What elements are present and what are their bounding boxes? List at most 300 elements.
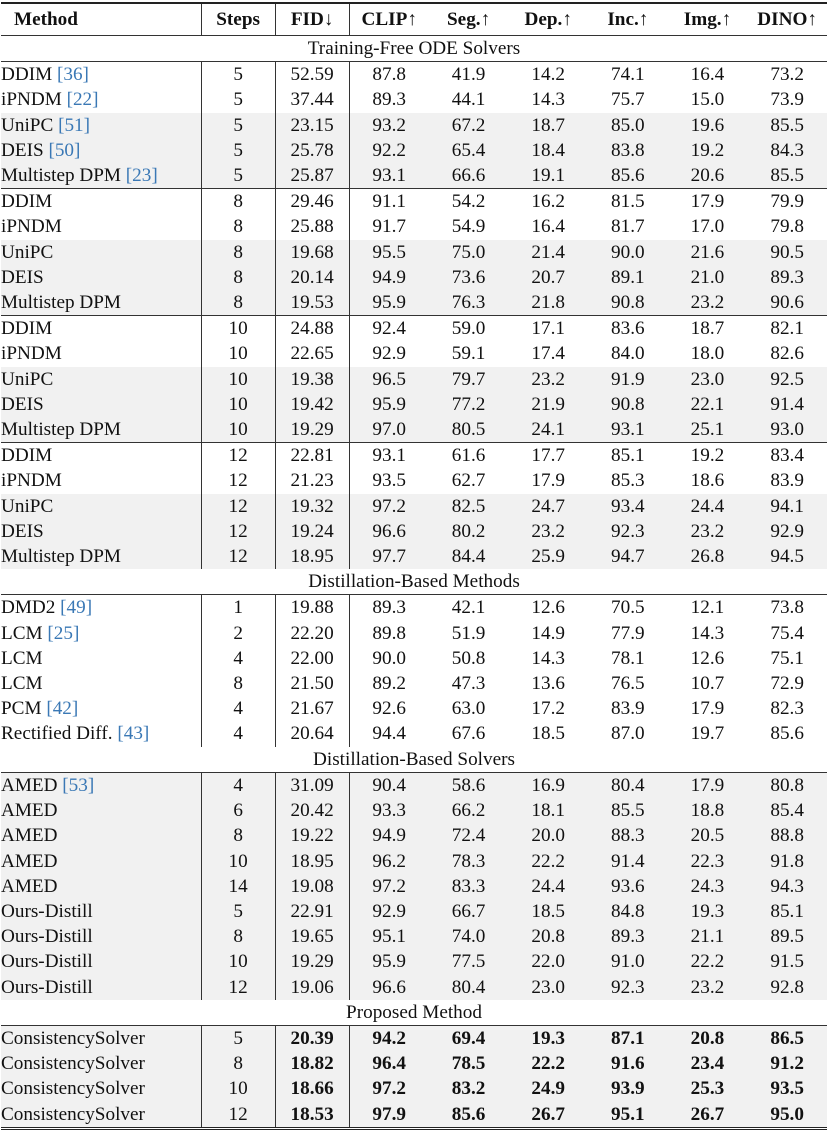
cell-img: 20.8: [668, 1025, 748, 1051]
cell-dino: 85.5: [747, 163, 827, 189]
cell-dep: 24.9: [508, 1076, 588, 1101]
cell-dep: 22.2: [508, 1051, 588, 1076]
table-row: [1, 975, 827, 1000]
cell-fid: 19.68: [275, 240, 349, 265]
cell-method: [1, 544, 201, 569]
cell-clip: 97.2: [349, 1076, 429, 1101]
method-name: PCM: [1, 698, 42, 720]
table-row: [1, 113, 827, 138]
table-row: [1, 189, 827, 215]
cell-seg: 78.5: [429, 1051, 509, 1076]
cell-steps: 8: [201, 214, 275, 239]
cell-fid: 22.20: [275, 621, 349, 646]
cell-seg: 84.4: [429, 544, 509, 569]
cell-inc: 85.5: [588, 798, 668, 823]
method-name: AMED: [1, 774, 58, 796]
method-name: Multistep DPM: [1, 546, 121, 568]
cell-seg: 42.1: [451, 597, 486, 619]
cell-inc: 92.3: [588, 519, 668, 544]
cell-seg: 80.5: [429, 417, 509, 443]
cell-fid: 19.22: [275, 823, 349, 848]
method-name: DDIM: [1, 191, 53, 213]
cell-steps: 5: [201, 899, 275, 924]
cell-fid: 37.44: [275, 87, 349, 112]
cell-dino: 73.8: [770, 597, 804, 619]
column-header-steps: Steps: [201, 3, 275, 36]
cell-inc: 85.3: [611, 470, 645, 492]
method-name: iPNDM: [1, 343, 62, 365]
cell-inc: 81.5: [588, 189, 668, 215]
cell-method: [1, 1076, 201, 1101]
cell-fid: 29.46: [275, 189, 349, 215]
cell-method: [1, 519, 201, 544]
cell-img: 21.0: [668, 265, 748, 290]
cell-dino: 94.5: [747, 544, 827, 569]
cell-steps: 10: [201, 949, 275, 974]
cell-dino: 91.4: [747, 392, 827, 417]
cell-img: 10.7: [690, 673, 725, 695]
method-name: AMED: [1, 800, 58, 822]
cell-method: [1, 163, 201, 189]
cell-clip: 93.3: [349, 798, 429, 823]
section-title: Distillation-Based Solvers: [1, 747, 827, 773]
cell-inc: 85.6: [588, 163, 668, 189]
cell-dep: 14.9: [531, 622, 565, 644]
cell-dino: 83.4: [747, 443, 827, 469]
citation-link[interactable]: [50]: [48, 139, 81, 161]
cell-method: [1, 316, 201, 342]
cell-img: 23.2: [668, 975, 748, 1000]
cell-seg: 77.5: [429, 949, 509, 974]
cell-clip: 94.9: [349, 265, 429, 290]
cell-fid: 18.95: [275, 544, 349, 569]
cell-inc: 87.1: [588, 1025, 668, 1051]
cell-method: [1, 341, 201, 366]
cell-dep: 20.8: [508, 924, 588, 949]
cell-steps: 1: [201, 595, 275, 621]
cell-steps: 12: [201, 443, 275, 469]
method-name: LCM: [1, 673, 43, 695]
cell-inc: 78.1: [611, 647, 645, 669]
cell-dino: 92.8: [747, 975, 827, 1000]
cell-img: 19.6: [668, 113, 748, 138]
table-row: [1, 1025, 827, 1051]
cell-inc: 83.8: [588, 138, 668, 163]
table-row: [1, 721, 827, 746]
citation-link[interactable]: [23]: [125, 165, 158, 187]
cell-inc: 83.6: [588, 316, 668, 342]
cell-inc: 77.9: [611, 622, 645, 644]
cell-inc: 83.9: [611, 698, 645, 720]
cell-dino: 72.9: [770, 673, 804, 695]
cell-inc: 76.5: [611, 673, 645, 695]
section-header-row: [1, 36, 827, 62]
cell-img: 23.0: [668, 367, 748, 392]
table-row: [1, 1076, 827, 1101]
column-header-inc: Inc.↑: [588, 3, 668, 36]
cell-method: [1, 721, 201, 746]
cell-dep: 22.2: [508, 849, 588, 874]
cell-img: 23.2: [668, 519, 748, 544]
cell-img: 18.8: [668, 798, 748, 823]
cell-clip: 87.8: [372, 64, 406, 86]
cell-seg: 65.4: [429, 138, 509, 163]
cell-fid: 22.91: [275, 899, 349, 924]
method-name: Multistep DPM: [1, 165, 121, 187]
cell-img: 19.7: [690, 723, 725, 745]
cell-seg: 63.0: [451, 698, 486, 720]
method-name: Rectified Diff.: [1, 723, 113, 745]
cell-fid: 18.53: [275, 1102, 349, 1129]
cell-dino: 73.2: [770, 64, 804, 86]
method-name: iPNDM: [1, 470, 62, 492]
citation-link[interactable]: [22]: [66, 89, 99, 111]
cell-dep: 21.9: [508, 392, 588, 417]
method-name: UniPC: [1, 241, 54, 263]
cell-method: [1, 646, 201, 671]
header-row: [1, 3, 827, 36]
cell-fid: 31.09: [275, 772, 349, 798]
cell-steps: 10: [201, 849, 275, 874]
cell-img: 23.4: [668, 1051, 748, 1076]
cell-clip: 96.6: [349, 519, 429, 544]
cell-fid: 20.39: [275, 1025, 349, 1051]
cell-steps: 5: [201, 62, 275, 88]
method-name: LCM: [1, 647, 43, 669]
table-row: [1, 265, 827, 290]
cell-clip: 97.9: [349, 1102, 429, 1129]
cell-dino: 86.5: [747, 1025, 827, 1051]
cell-steps: 14: [201, 874, 275, 899]
cell-fid: 22.65: [275, 341, 349, 366]
method-name: DEIS: [1, 139, 44, 161]
cell-method: [1, 1051, 201, 1076]
cell-inc: 89.3: [588, 924, 668, 949]
cell-inc: 90.8: [588, 392, 668, 417]
cell-fid: 19.29: [275, 417, 349, 443]
cell-clip: 95.9: [349, 392, 429, 417]
table-row: [1, 595, 827, 621]
table-row: [1, 87, 827, 112]
cell-clip: 97.0: [349, 417, 429, 443]
cell-fid: 19.06: [275, 975, 349, 1000]
cell-img: 21.6: [668, 240, 748, 265]
cell-dep: 16.9: [508, 772, 588, 798]
cell-fid: 19.42: [275, 392, 349, 417]
citation-link[interactable]: [36]: [56, 64, 89, 86]
cell-method: [1, 1102, 201, 1129]
cell-method: [1, 874, 201, 899]
cell-steps: 8: [201, 189, 275, 215]
citation-link[interactable]: [53]: [62, 774, 95, 796]
cell-fid: 25.78: [275, 138, 349, 163]
cell-dep: 22.0: [508, 949, 588, 974]
cell-seg: 83.2: [429, 1076, 509, 1101]
cell-method: [1, 138, 201, 163]
cell-seg: 82.5: [429, 494, 509, 519]
cell-fid: 19.08: [275, 874, 349, 899]
cell-img: 19.3: [668, 899, 748, 924]
cell-clip: 94.4: [372, 723, 406, 745]
method-name: ConsistencySolver: [1, 1053, 145, 1075]
cell-inc: 91.0: [588, 949, 668, 974]
cell-steps: 10: [201, 1076, 275, 1101]
cell-img: 17.9: [690, 698, 725, 720]
cell-inc: 91.4: [588, 849, 668, 874]
cell-inc: 75.7: [611, 89, 645, 111]
cell-steps: 5: [201, 113, 275, 138]
cell-inc: 89.1: [588, 265, 668, 290]
table-row: [1, 367, 827, 392]
cell-steps: 8: [201, 924, 275, 949]
citation-link[interactable]: [49]: [60, 597, 93, 619]
table-row: [1, 823, 827, 848]
cell-img: 18.6: [690, 470, 725, 492]
method-name: Ours-Distill: [1, 951, 93, 973]
cell-img: 17.0: [690, 216, 725, 238]
cell-method: [1, 823, 201, 848]
cell-img: 26.7: [668, 1102, 748, 1129]
cell-fid: 22.00: [275, 646, 349, 671]
citation-link[interactable]: [42]: [46, 698, 79, 720]
cell-method: [1, 240, 201, 265]
cell-seg: 76.3: [429, 290, 509, 316]
cell-clip: 93.1: [349, 443, 429, 469]
cell-dep: 19.3: [508, 1025, 588, 1051]
cell-fid: 19.24: [275, 519, 349, 544]
cell-clip: 95.9: [349, 949, 429, 974]
cell-clip: 92.9: [349, 899, 429, 924]
cell-fid: 25.88: [275, 214, 349, 239]
cell-dep: 20.7: [508, 265, 588, 290]
method-name: ConsistencySolver: [1, 1027, 145, 1049]
cell-dino: 90.5: [747, 240, 827, 265]
cell-img: 16.4: [690, 64, 725, 86]
cell-clip: 97.2: [349, 874, 429, 899]
cell-steps: 10: [201, 316, 275, 342]
cell-fid: 21.50: [275, 671, 349, 696]
table-row: [1, 621, 827, 646]
cell-fid: 19.29: [275, 949, 349, 974]
cell-dino: 91.8: [747, 849, 827, 874]
cell-method: [1, 595, 201, 621]
cell-img: 26.8: [668, 544, 748, 569]
cell-fid: 18.66: [275, 1076, 349, 1101]
cell-method: [1, 290, 201, 316]
cell-dino: 82.6: [770, 343, 804, 365]
cell-clip: 92.2: [349, 138, 429, 163]
cell-steps: 12: [201, 544, 275, 569]
cell-method: [1, 265, 201, 290]
cell-steps: 12: [201, 468, 275, 493]
cell-img: 17.9: [668, 189, 748, 215]
cell-fid: 20.14: [275, 265, 349, 290]
cell-inc: 93.9: [588, 1076, 668, 1101]
section-header-row: [1, 1000, 827, 1026]
cell-inc: 85.1: [588, 443, 668, 469]
section-header-row: [1, 747, 827, 773]
cell-dino: 89.5: [747, 924, 827, 949]
cell-seg: 61.6: [429, 443, 509, 469]
cell-clip: 95.5: [349, 240, 429, 265]
cell-inc: 84.8: [588, 899, 668, 924]
table-row: [1, 392, 827, 417]
cell-method: [1, 214, 201, 239]
cell-method: [1, 798, 201, 823]
cell-dino: 94.3: [747, 874, 827, 899]
cell-method: [1, 392, 201, 417]
cell-img: 12.6: [690, 647, 725, 669]
cell-dep: 17.4: [531, 343, 565, 365]
cell-inc: 81.7: [611, 216, 645, 238]
cell-seg: 54.9: [451, 216, 486, 238]
cell-seg: 59.0: [429, 316, 509, 342]
cell-inc: 91.9: [588, 367, 668, 392]
cell-inc: 92.3: [588, 975, 668, 1000]
cell-dino: 95.0: [747, 1102, 827, 1129]
cell-seg: 83.3: [429, 874, 509, 899]
cell-dep: 14.3: [531, 89, 565, 111]
section-title: Training-Free ODE Solvers: [1, 36, 827, 62]
cell-img: 25.1: [668, 417, 748, 443]
table-row: [1, 696, 827, 721]
cell-method: [1, 468, 201, 493]
cell-fid: 19.38: [275, 367, 349, 392]
cell-clip: 95.1: [349, 924, 429, 949]
method-name: Ours-Distill: [1, 900, 93, 922]
method-name: ConsistencySolver: [1, 1078, 145, 1100]
method-name: DDIM: [1, 318, 53, 340]
cell-fid: 24.88: [275, 316, 349, 342]
cell-dep: 20.0: [508, 823, 588, 848]
cell-method: [1, 113, 201, 138]
cell-fid: 21.67: [275, 696, 349, 721]
cell-seg: 74.0: [429, 924, 509, 949]
column-header-method: Method: [1, 3, 201, 36]
table-row: [1, 290, 827, 316]
cell-clip: 89.3: [372, 89, 406, 111]
cell-img: 19.2: [668, 138, 748, 163]
method-name: Multistep DPM: [1, 419, 121, 441]
cell-fid: 20.42: [275, 798, 349, 823]
method-name: UniPC: [1, 114, 54, 136]
cell-clip: 89.2: [372, 673, 406, 695]
cell-clip: 91.7: [372, 216, 406, 238]
table-row: [1, 772, 827, 798]
method-name: ConsistencySolver: [1, 1103, 145, 1125]
cell-seg: 75.0: [429, 240, 509, 265]
table-row: [1, 443, 827, 469]
cell-seg: 47.3: [451, 673, 486, 695]
cell-method: [1, 772, 201, 798]
cell-fid: 21.23: [275, 468, 349, 493]
cell-steps: 8: [201, 823, 275, 848]
citation-link[interactable]: [25]: [47, 622, 80, 644]
cell-dep: 18.5: [531, 723, 565, 745]
column-header-img: Img.↑: [668, 3, 748, 36]
cell-inc: 87.0: [611, 723, 645, 745]
cell-seg: 66.7: [429, 899, 509, 924]
cell-img: 22.2: [668, 949, 748, 974]
method-name: DEIS: [1, 266, 44, 288]
cell-steps: 5: [201, 138, 275, 163]
cell-clip: 93.5: [372, 470, 406, 492]
cell-seg: 44.1: [451, 89, 486, 111]
cell-img: 20.5: [668, 823, 748, 848]
cell-dep: 14.2: [531, 64, 565, 86]
cell-inc: 74.1: [611, 64, 645, 86]
cell-dino: 91.2: [747, 1051, 827, 1076]
cell-dino: 85.4: [747, 798, 827, 823]
cell-dino: 92.5: [747, 367, 827, 392]
cell-dino: 80.8: [747, 772, 827, 798]
table-row: [1, 468, 827, 493]
cell-clip: 92.6: [372, 698, 406, 720]
cell-dino: 93.0: [747, 417, 827, 443]
cell-method: [1, 924, 201, 949]
cell-dino: 82.3: [770, 698, 804, 720]
cell-method: [1, 443, 201, 469]
cell-seg: 85.6: [429, 1102, 509, 1129]
column-header-dino: DINO↑: [747, 3, 827, 36]
cell-img: 18.7: [668, 316, 748, 342]
cell-steps: 12: [201, 1102, 275, 1129]
cell-seg: 67.2: [429, 113, 509, 138]
column-header-dep: Dep.↑: [508, 3, 588, 36]
table-row: [1, 798, 827, 823]
cell-img: 24.4: [668, 494, 748, 519]
table-row: [1, 949, 827, 974]
cell-steps: 4: [201, 721, 275, 746]
cell-seg: 78.3: [429, 849, 509, 874]
cell-dep: 17.9: [531, 470, 565, 492]
cell-clip: 90.0: [372, 647, 406, 669]
table-row: [1, 1051, 827, 1076]
table-row: [1, 924, 827, 949]
cell-dino: 79.8: [770, 216, 804, 238]
section-title: Distillation-Based Methods: [1, 569, 827, 595]
cell-inc: 91.6: [588, 1051, 668, 1076]
cell-steps: 8: [201, 1051, 275, 1076]
cell-fid: 23.15: [275, 113, 349, 138]
table-row: [1, 494, 827, 519]
cell-dino: 83.9: [770, 470, 804, 492]
table-row: [1, 417, 827, 443]
cell-steps: 10: [201, 367, 275, 392]
cell-fid: 19.32: [275, 494, 349, 519]
citation-link[interactable]: [51]: [58, 114, 91, 136]
table-row: [1, 1102, 827, 1129]
method-name: DDIM: [1, 64, 53, 86]
cell-method: [1, 189, 201, 215]
citation-link[interactable]: [43]: [117, 723, 150, 745]
section-header-row: [1, 569, 827, 595]
cell-inc: 95.1: [588, 1102, 668, 1129]
cell-seg: 54.2: [429, 189, 509, 215]
cell-dep: 21.4: [508, 240, 588, 265]
cell-dino: 89.3: [747, 265, 827, 290]
cell-method: [1, 696, 201, 721]
column-header-fid: FID↓: [275, 3, 349, 36]
cell-seg: 72.4: [429, 823, 509, 848]
cell-steps: 12: [201, 519, 275, 544]
cell-steps: 2: [201, 621, 275, 646]
cell-seg: 80.4: [429, 975, 509, 1000]
cell-steps: 4: [201, 696, 275, 721]
table-row: [1, 214, 827, 239]
cell-fid: 18.95: [275, 849, 349, 874]
cell-seg: 80.2: [429, 519, 509, 544]
